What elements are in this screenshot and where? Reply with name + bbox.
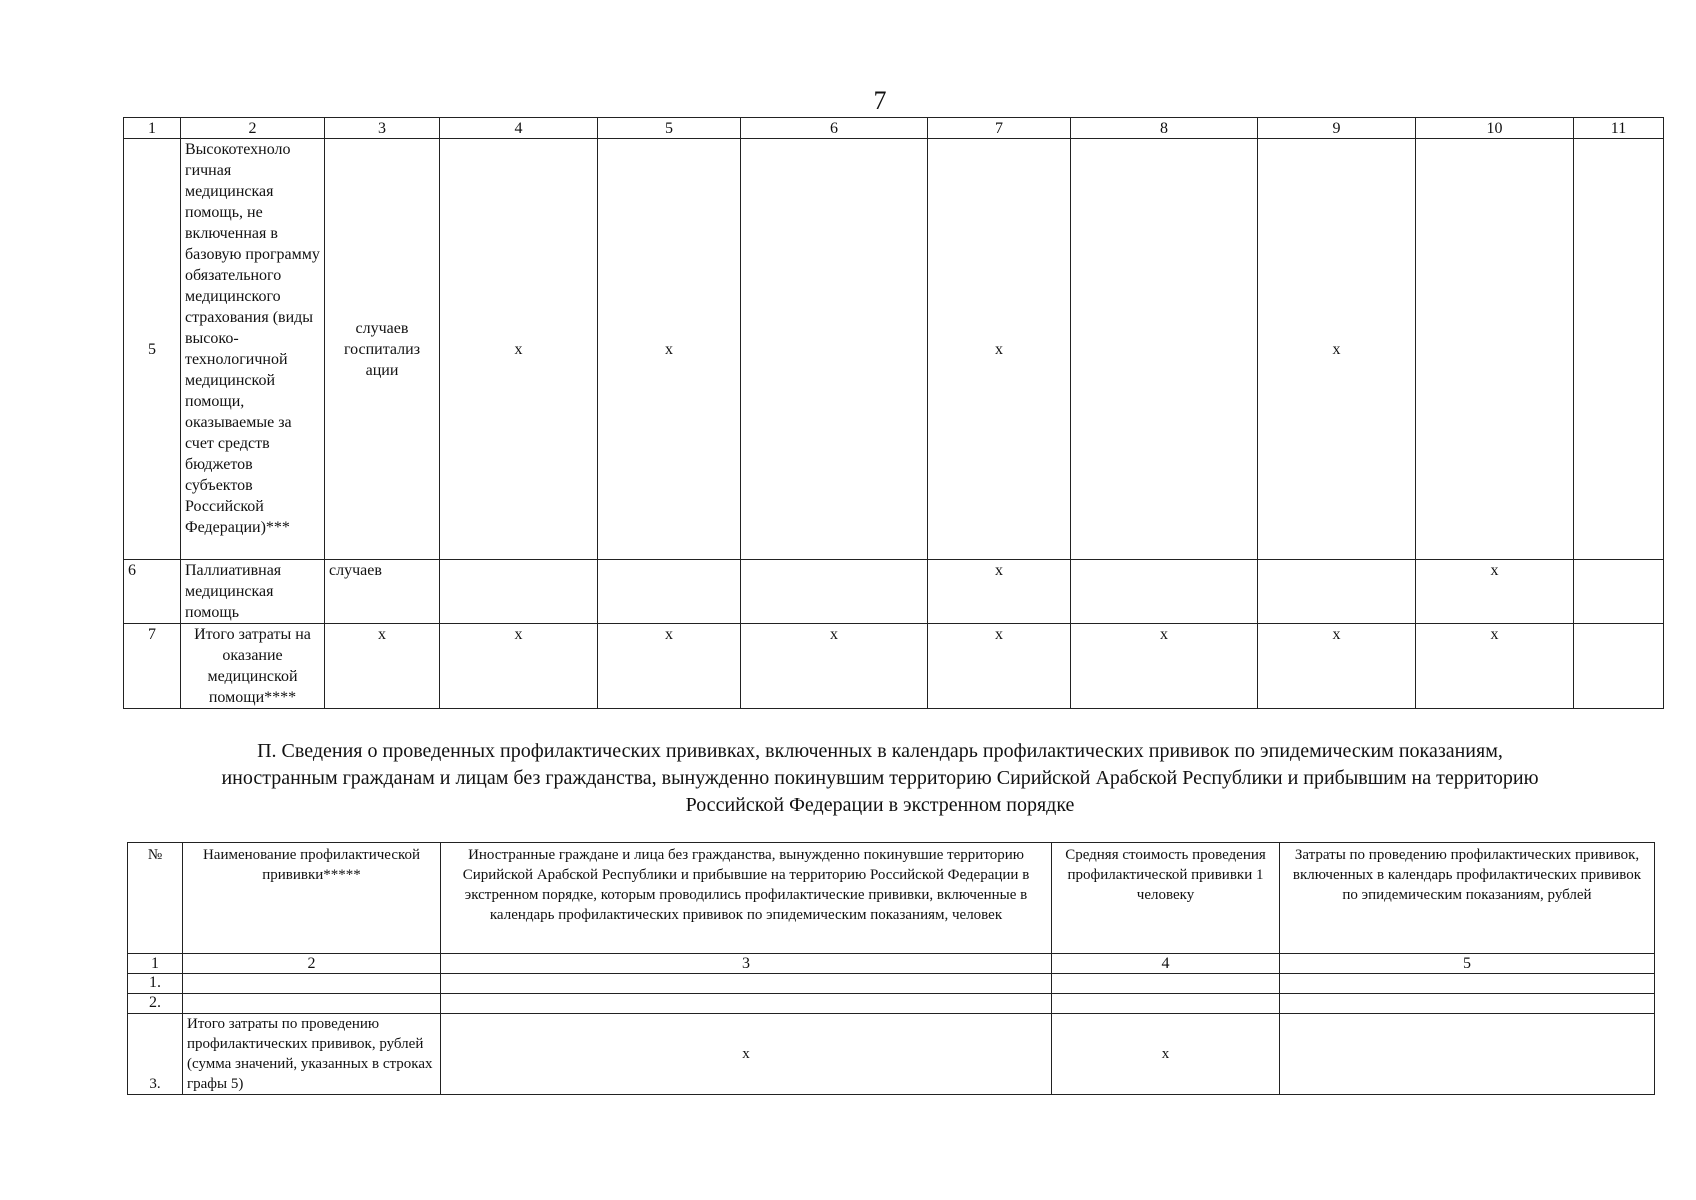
column-number: 5: [598, 118, 741, 139]
column-number: 3: [325, 118, 440, 139]
table-cell: x: [928, 139, 1071, 560]
page-number: 7: [873, 86, 887, 115]
table-cell: x: [1416, 560, 1574, 624]
table-cell: [1258, 560, 1416, 624]
table-row: [128, 1014, 1655, 1095]
table-cell: x: [598, 139, 741, 560]
table-row: [124, 560, 1664, 624]
table-cell: [183, 974, 441, 994]
table-cell: [1574, 560, 1664, 624]
row-name: Итого затраты по проведению профилактических прививок, рублей (сумма значений, указанных в строках графы 5): [183, 1014, 441, 1095]
column-number: 4: [1052, 954, 1280, 974]
row-name: Паллиативная медицинская помощь: [181, 560, 325, 624]
column-number: 1: [124, 118, 181, 139]
table-cell: [1071, 139, 1258, 560]
table-cell: [441, 994, 1052, 1014]
row-number: 5: [124, 139, 181, 560]
table-cell: [440, 560, 598, 624]
row-name: Итого затраты на оказание медицинской помощи****: [181, 624, 325, 709]
header-row: [128, 843, 1655, 954]
table-cell: [741, 139, 928, 560]
column-number: 2: [183, 954, 441, 974]
column-number: 3: [441, 954, 1052, 974]
table-cell: x: [1416, 624, 1574, 709]
row-number: 2.: [128, 994, 183, 1014]
table-cell: [183, 994, 441, 1014]
row-name: Высокотехноло гичная медицинская помощь, не включенная в базовую программу обязательного медицинского страхования (виды высоко-технологичной медицинской помощи, оказываемые за счет средств бюджетов субъектов Российской Федерации)***: [181, 139, 325, 560]
section-title-line: П. Сведения о проведенных профилактических прививках, включенных в календарь профилактических прививок по эпидемическим показаниям,: [257, 740, 1503, 762]
table-cell: [1416, 139, 1574, 560]
table-cell: [741, 560, 928, 624]
table-cell: x: [928, 624, 1071, 709]
table-row: [124, 624, 1664, 709]
row-unit: случаев госпитализ ации: [325, 139, 440, 560]
expenses-table: [123, 117, 1664, 709]
column-number: 7: [928, 118, 1071, 139]
table-cell: x: [1052, 1014, 1280, 1095]
table-row: [128, 974, 1655, 994]
row-unit: случаев: [325, 560, 440, 624]
table-cell: x: [440, 139, 598, 560]
column-number: 8: [1071, 118, 1258, 139]
table-cell: x: [440, 624, 598, 709]
section-title: [140, 738, 1620, 819]
column-number: 1: [128, 954, 183, 974]
column-number: 6: [741, 118, 928, 139]
table-row: [124, 139, 1664, 560]
table-cell: [1280, 994, 1655, 1014]
column-header: Средняя стоимость проведения профилактической прививки 1 человеку: [1052, 843, 1280, 954]
table-cell: [1574, 624, 1664, 709]
column-header: №: [128, 843, 183, 954]
table-cell: x: [598, 624, 741, 709]
table-cell: [1574, 139, 1664, 560]
section-title-line: Российской Федерации в экстренном порядке: [685, 794, 1075, 816]
section-title-line: иностранным гражданам и лицам без гражданства, вынужденно покинувшим территорию Сирийской Арабской Республики и прибывшим на территорию: [221, 767, 1539, 789]
table-cell: [1280, 974, 1655, 994]
table-cell: [1052, 974, 1280, 994]
column-number-row: [124, 118, 1664, 139]
column-number: 9: [1258, 118, 1416, 139]
vaccination-table: [127, 842, 1655, 1095]
column-number: 2: [181, 118, 325, 139]
column-number: 10: [1416, 118, 1574, 139]
table-row: [128, 994, 1655, 1014]
table-cell: x: [741, 624, 928, 709]
table-cell: x: [1071, 624, 1258, 709]
column-number-row: [128, 954, 1655, 974]
column-number: 5: [1280, 954, 1655, 974]
row-number: 1.: [128, 974, 183, 994]
table-cell: [1052, 994, 1280, 1014]
row-number: 7: [124, 624, 181, 709]
table-cell: [598, 560, 741, 624]
table-cell: [1071, 560, 1258, 624]
table-cell: [441, 974, 1052, 994]
table-cell: x: [928, 560, 1071, 624]
column-number: 11: [1574, 118, 1664, 139]
row-number: 6: [124, 560, 181, 624]
column-number: 4: [440, 118, 598, 139]
column-header: Затраты по проведению профилактических прививок, включенных в календарь профилактических прививок по эпидемическим показаниям, рублей: [1280, 843, 1655, 954]
table-cell: x: [1258, 139, 1416, 560]
column-header: Иностранные граждане и лица без гражданства, вынужденно покинувшие территорию Сирийской Арабской Республики и прибывшие на территорию Российской Федерации в экстренном порядке, которым проводились профилактические прививки, включенные в календарь профилактических прививок по эпидемическим показаниям, человек: [441, 843, 1052, 954]
table-cell: x: [1258, 624, 1416, 709]
table-cell: [1280, 1014, 1655, 1095]
row-unit: x: [325, 624, 440, 709]
column-header: Наименование профилактической прививки*****: [183, 843, 441, 954]
table-cell: x: [441, 1014, 1052, 1095]
row-number: 3.: [128, 1014, 183, 1095]
